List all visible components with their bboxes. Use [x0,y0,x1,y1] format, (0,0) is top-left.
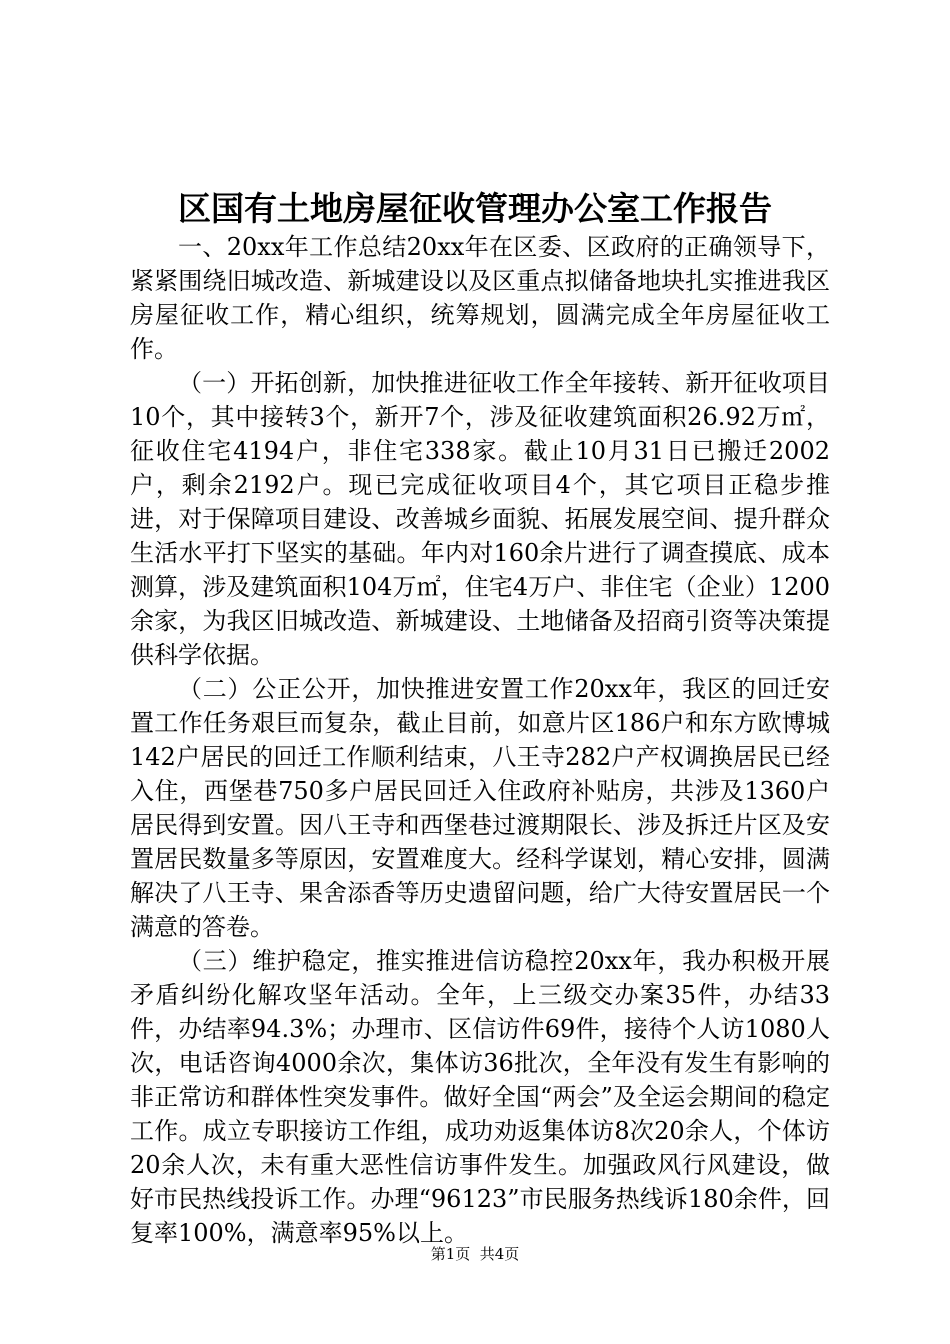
paragraph-innovation-expropriation: （一）开拓创新，加快推进征收工作全年接转、新开征收项目10个，其中接转3个，新开7个，涉及征收建筑面积26.92万㎡，征收住宅4194户，非住宅338家。截止10月31日已搬迁2002户，剩余2192户。现已完成征收项目4个，其它项目正稳步推进，对于保障项目建设、改善城乡面貌、拓展发展空间、提升群众生活水平打下坚实的基础。年内对160余片进行了调查摸底、成本测算，涉及建筑面积104万㎡，住宅4万户、非住宅（企业）1200余家，为我区旧城改造、新城建设、土地储备及招商引资等决策提供科学依据。 [130,369,830,669]
document-body [130,230,830,1250]
page-footer: 第1页 共4页 [430,1245,520,1263]
paragraph-petition-stability: （三）维护稳定，推实推进信访稳控20xx年，我办积极开展矛盾纠纷化解攻坚年活动。全年，上三级交办案35件，办结33件，办结率94.3%；办理市、区信访件69件，接待个人访1080人次，电话咨询4000余次，集体访36批次，全年没有发生有影响的非正常访和群体性突发事件。做好全国“两会”及全运会期间的稳定工作。成立专职接访工作组，成功劝返集体访8次20余人，个体访20余人次，未有重大恶性信访事件发生。加强政风行风建设，做好市民热线投诉工作。办理“96123”市民服务热线诉180余件，回复率100%，满意率95%以上。 [130,947,830,1247]
document-title: 区国有土地房屋征收管理办公室工作报告 [178,189,772,228]
paragraph-resettlement: （二）公正公开，加快推进安置工作20xx年，我区的回迁安置工作任务艰巨而复杂，截止目前，如意片区186户和东方欧博城142户居民的回迁工作顺利结束，八王寺282户产权调换居民已经入住，西堡巷750多户居民回迁入住政府补贴房，共涉及1360户居民得到安置。因八王寺和西堡巷过渡期限长、涉及拆迁片区及安置居民数量多等原因，安置难度大。经科学谋划，精心安排，圆满解决了八王寺、果舍添香等历史遗留问题，给广大待安置居民一个满意的答卷。 [130,675,830,941]
paragraph-annual-summary: 一、20xx年工作总结20xx年在区委、区政府的正确领导下，紧紧围绕旧城改造、新城建设以及区重点拟储备地块扎实推进我区房屋征收工作，精心组织，统筹规划，圆满完成全年房屋征收工作。 [130,233,830,363]
